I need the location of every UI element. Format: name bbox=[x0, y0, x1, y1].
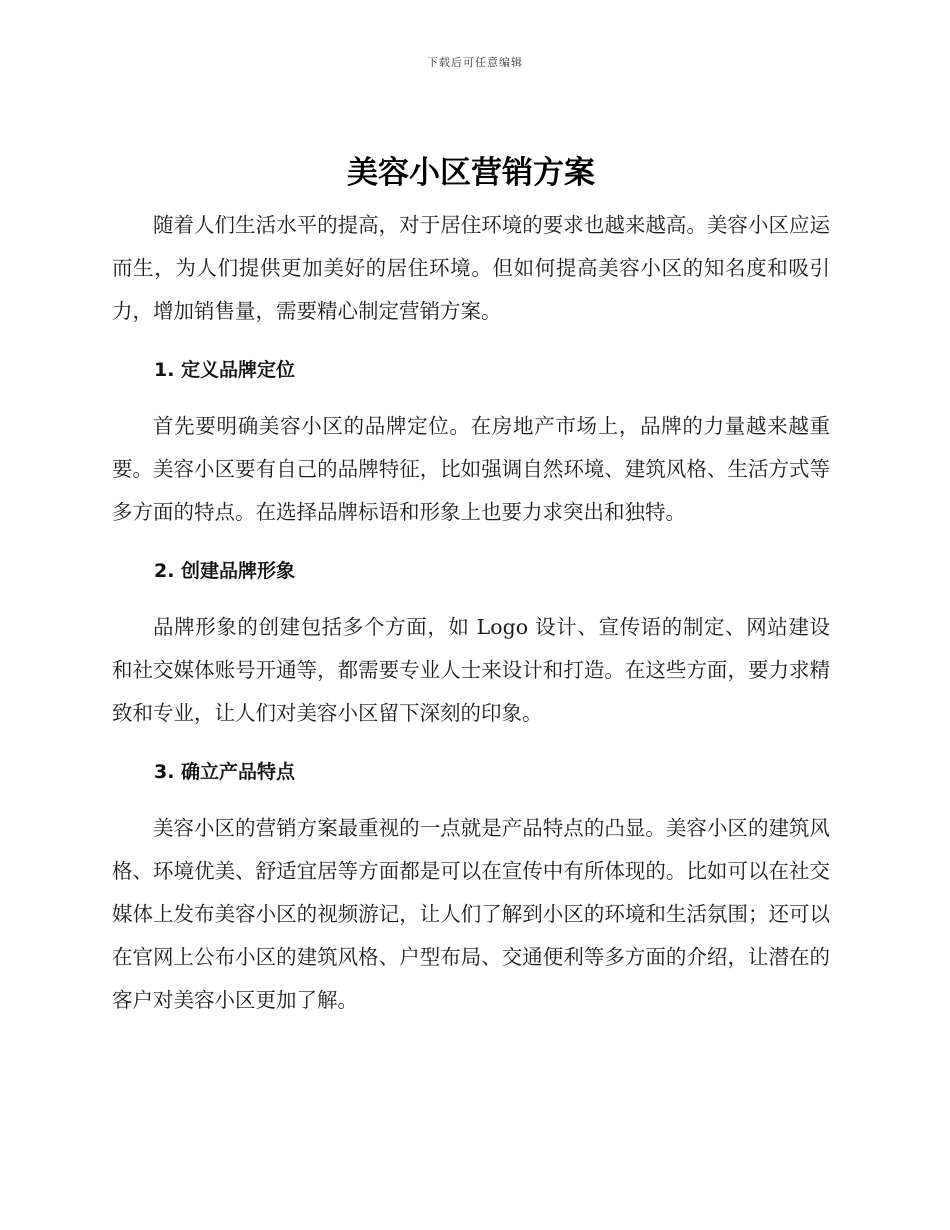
intro-paragraph: 随着人们生活水平的提高，对于居住环境的要求也越来越高。美容小区应运而生，为人们提供更加美好的居住环境。但如何提高美容小区的知名度和吸引力，增加销售量，需要精心制定营销方案。 bbox=[112, 213, 830, 323]
document-title: 美容小区营销方案 bbox=[347, 155, 595, 191]
section-heading-1: 1. 定义品牌定位 bbox=[154, 359, 296, 381]
section-heading-2: 2. 创建品牌形象 bbox=[154, 560, 296, 582]
section-body-2: 品牌形象的创建包括多个方面，如 Logo 设计、宣传语的制定、网站建设和社交媒体账号开通等，都需要专业人士来设计和打造。在这些方面，要力求精致和专业，让人们对美容小区留下深刻的印象。 bbox=[112, 615, 830, 725]
document-content bbox=[112, 150, 830, 1022]
section-heading-3: 3. 确立产品特点 bbox=[154, 761, 296, 783]
section-body-3: 美容小区的营销方案最重视的一点就是产品特点的凸显。美容小区的建筑风格、环境优美、舒适宜居等方面都是可以在宣传中有所体现的。比如可以在社交媒体上发布美容小区的视频游记，让人们了解到小区的环境和生活氛围；还可以在官网上公布小区的建筑风格、户型布局、交通便利等多方面的介绍，让潜在的客户对美容小区更加了解。 bbox=[112, 816, 830, 1012]
section-body-1: 首先要明确美容小区的品牌定位。在房地产市场上，品牌的力量越来越重要。美容小区要有自己的品牌特征，比如强调自然环境、建筑风格、生活方式等多方面的特点。在选择品牌标语和形象上也要力求突出和独特。 bbox=[112, 414, 830, 524]
header-note: 下载后可任意编辑 bbox=[427, 56, 523, 69]
